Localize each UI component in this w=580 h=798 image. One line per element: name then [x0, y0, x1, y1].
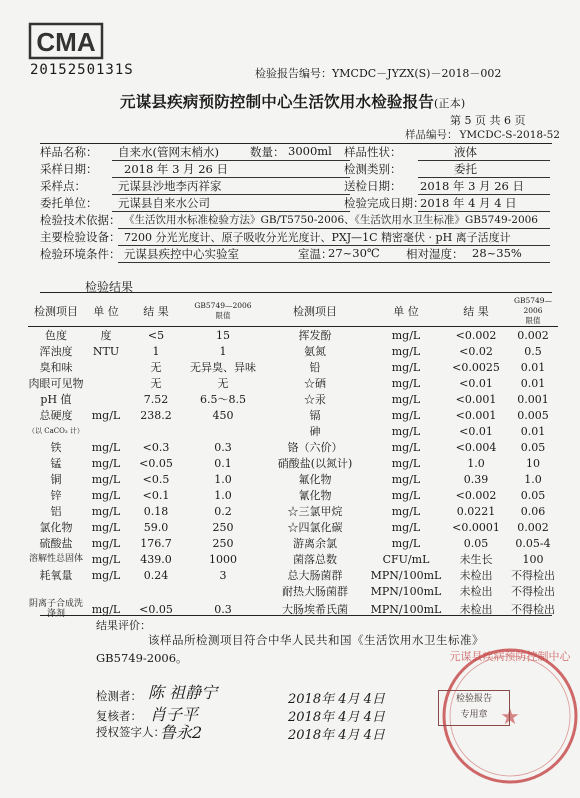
- sample-name-value: 自来水(管网末梢水): [118, 145, 219, 159]
- report-number-value: YMCDC－JYZX(S)－2018－002: [332, 67, 502, 80]
- cell-unit: [84, 375, 128, 391]
- stamp-line-1: 检验报告: [455, 694, 492, 704]
- cell-limit: 1000: [209, 552, 237, 566]
- table-row: [28, 567, 558, 583]
- cell-limit: 3: [219, 568, 227, 582]
- cell-item: 大肠埃希氏菌: [282, 603, 348, 616]
- cell-item: 氨氮: [304, 345, 326, 358]
- table-row: [28, 359, 558, 375]
- cell-item: 臭和味: [39, 361, 73, 374]
- cell-limit: 0.3: [214, 602, 232, 616]
- cell-unit: mg/L: [391, 376, 421, 390]
- tester-signature: 陈 祖静宁: [148, 683, 218, 702]
- cell-result: <0.01: [459, 376, 493, 390]
- cell-limit: 250: [212, 520, 234, 534]
- cell-limit: 1: [219, 344, 227, 358]
- col-result: 结 果: [143, 305, 169, 318]
- cell-unit: mg/L: [91, 456, 121, 470]
- cell-unit: mg/L: [91, 488, 121, 502]
- page-title: [120, 90, 465, 112]
- cell-result: 0.0221: [456, 504, 496, 518]
- table-row: [28, 423, 558, 439]
- quantity-label: 数量：: [250, 145, 285, 159]
- cell-unit: mg/L: [391, 440, 421, 454]
- divider: [40, 615, 552, 616]
- reviewer-date: 2018年 4月 4日: [288, 710, 385, 725]
- cell-item: 铅: [309, 361, 321, 374]
- basis-value: 《生活饮用水标准检验方法》GB/T5750-2006、《生活饮用水卫生标准》GB5749-2006: [124, 214, 538, 226]
- cell-limit: 6.5～8.5: [200, 393, 246, 406]
- results-title: 检验结果: [85, 280, 134, 294]
- sample-number-value: YMCDC-S-2018-52: [459, 129, 560, 141]
- cell-unit: mg/L: [391, 536, 421, 550]
- cell-item: pH 值: [40, 393, 72, 406]
- table-header: [28, 296, 558, 327]
- cell-result: <0.002: [455, 488, 497, 502]
- cell-result: 1.0: [467, 456, 485, 470]
- cell-item: ☆三氯甲烷: [287, 505, 343, 518]
- underline: [118, 247, 550, 263]
- report-number-label: 检验报告编号：: [255, 67, 332, 80]
- cell-unit: mg/L: [91, 472, 121, 486]
- cell-item: 镉: [309, 409, 321, 422]
- col-limit: GB5749—2006 限值: [194, 301, 252, 320]
- cell-item: [28, 583, 84, 599]
- cell-item: 锌: [50, 489, 62, 502]
- cell-item: （以 CaCO₃ 计）: [28, 427, 84, 435]
- cell-result: <0.01: [459, 424, 493, 438]
- cell-unit: mg/L: [391, 472, 421, 486]
- cell-limit: 0.05-4: [515, 536, 551, 550]
- sampling-site-value: 元谋县沙地李丙祥家: [118, 179, 222, 193]
- cell-result: 无: [150, 377, 162, 390]
- sample-property-label: 样品性状：: [344, 145, 402, 159]
- cma-logo: [28, 22, 104, 60]
- client-value: 元谋县自来水公司: [118, 196, 210, 210]
- table-row: [28, 391, 558, 407]
- cell-item: 菌落总数: [293, 553, 337, 566]
- cell-result: <5: [128, 327, 184, 344]
- cell-result: <0.001: [455, 408, 497, 422]
- humidity-value: 28~35%: [472, 246, 522, 260]
- cell-item: 色度: [28, 327, 84, 344]
- finish-date-value: 2018 年 4 月 4 日: [420, 196, 517, 210]
- cell-item: 耐热大肠菌群: [282, 585, 348, 598]
- col-limit-2: GB5749—2006 限值: [513, 296, 553, 325]
- cell-item: 挥发酚: [262, 327, 368, 344]
- table-row: [28, 375, 558, 391]
- cell-unit: mg/L: [91, 568, 121, 582]
- cell-item: 浑浊度: [39, 345, 73, 358]
- cell-limit: 100: [522, 552, 544, 566]
- cell-unit: 度: [84, 327, 128, 344]
- client-label: 委托单位：: [40, 196, 98, 210]
- cell-result: 未生长: [459, 553, 493, 566]
- cell-unit: mg/L: [91, 440, 121, 454]
- cell-unit: mg/L: [91, 552, 121, 566]
- results-table: [28, 296, 558, 619]
- cell-result: <0.0025: [452, 360, 500, 374]
- cell-unit: mg/L: [391, 504, 421, 518]
- cell-result: <0.001: [455, 392, 497, 406]
- quantity-value: 3000ml: [288, 144, 332, 158]
- cell-result: 0.24: [143, 568, 169, 582]
- cell-unit: mg/L: [391, 408, 421, 422]
- page-info: 第 5 页 共 6 页: [450, 114, 526, 127]
- cell-unit: [84, 583, 128, 599]
- table-row: [28, 503, 558, 519]
- cell-limit: 10: [526, 456, 540, 470]
- cell-item: 氰化物: [298, 489, 332, 502]
- cell-unit: MPN/100mL: [370, 602, 442, 616]
- cell-limit: 不得检出: [511, 603, 555, 616]
- equipment-label: 主要检验设备：: [40, 230, 121, 244]
- col-unit-2: 单 位: [393, 305, 419, 318]
- sample-number: [405, 127, 560, 142]
- underline: [112, 145, 350, 161]
- underline: [118, 213, 550, 229]
- cell-item: 砷: [309, 425, 321, 438]
- stamp-line-2: 专用章: [460, 710, 488, 720]
- approver-date: 2018年 4月 4日: [288, 728, 385, 743]
- cell-limit: [184, 423, 262, 439]
- underline: [118, 230, 550, 246]
- table-row: [28, 471, 558, 487]
- cell-limit: 0.05: [520, 488, 546, 502]
- sample-number-label: 样品编号：: [405, 129, 458, 141]
- cell-limit: 0.01: [520, 376, 546, 390]
- svg-text:★: ★: [500, 705, 520, 730]
- cell-unit: mg/L: [391, 360, 421, 374]
- evaluation-text: 该样品所检测项目符合中华人民共和国《生活饮用水卫生标准》: [148, 633, 484, 647]
- reviewer-label: 复核者：: [96, 709, 142, 723]
- cell-result: 未检出: [459, 569, 493, 582]
- cell-result: 未检出: [459, 603, 493, 616]
- cell-result: <0.5: [142, 472, 170, 486]
- cell-limit: 250: [212, 536, 234, 550]
- cell-limit: 0.06: [520, 504, 546, 518]
- cell-result: 176.7: [140, 536, 172, 550]
- report-number: [255, 65, 501, 81]
- tester-label: 检测者：: [96, 689, 142, 703]
- table-row: [28, 343, 558, 359]
- table-row: [28, 407, 558, 423]
- cell-unit: mg/L: [368, 327, 444, 344]
- cell-limit: 无: [217, 377, 229, 390]
- cell-item: 硫酸盐: [39, 537, 73, 550]
- underline: [112, 179, 350, 195]
- cell-unit: mg/L: [91, 602, 121, 616]
- title-text: 元谋县疾病预防控制中心生活饮用水检验报告: [120, 92, 435, 111]
- approver-signature: 鲁永2: [160, 723, 203, 742]
- cell-limit: 0.3: [214, 440, 232, 454]
- col-unit: 单 位: [93, 305, 119, 318]
- table-row: [28, 551, 558, 567]
- cell-unit: [84, 391, 128, 407]
- cell-limit: 0.001: [517, 392, 549, 406]
- cell-unit: mg/L: [391, 424, 421, 438]
- cma-logo-text: CMA: [36, 27, 96, 57]
- cell-limit: 0.005: [517, 408, 549, 422]
- submit-date-label: 送检日期：: [344, 179, 402, 193]
- cell-item: 铁: [50, 441, 62, 454]
- cell-unit: CFU/mL: [382, 552, 430, 566]
- sample-property-value: 液体: [454, 145, 477, 159]
- cell-result: 439.0: [140, 552, 172, 566]
- cell-result: 59.0: [143, 520, 169, 534]
- room-temp-value: 27~30℃: [328, 246, 380, 260]
- cell-item: ☆四氯化碳: [287, 521, 343, 534]
- cell-result: <0.004: [455, 440, 497, 454]
- underline: [418, 162, 550, 178]
- cell-result: [128, 583, 184, 599]
- inspection-type-label: 检测类别：: [344, 162, 402, 176]
- env-label: 检验环境条件：: [40, 247, 121, 261]
- cell-item: 铝: [50, 505, 62, 518]
- cell-limit: [184, 583, 262, 599]
- svg-text:元谋县疾病预防控制中心: 元谋县疾病预防控制中心: [449, 650, 571, 663]
- underline: [418, 145, 550, 161]
- cell-limit: 0.002: [508, 327, 558, 344]
- table-row: [28, 327, 558, 344]
- cell-unit: mg/L: [391, 344, 421, 358]
- cell-limit: 1.0: [524, 472, 542, 486]
- cell-item: 氯化物: [39, 521, 73, 534]
- table-row: [28, 599, 558, 619]
- table-row: [28, 487, 558, 503]
- sample-name-label: 样品名称：: [40, 145, 98, 159]
- cell-result: 7.52: [143, 392, 169, 406]
- evaluation-label: 结果评价：: [96, 619, 151, 632]
- tester-date: 2018年 4月 4日: [288, 692, 385, 707]
- cell-result: 未检出: [459, 585, 493, 598]
- cell-unit: mg/L: [391, 456, 421, 470]
- cell-item: 硝酸盐(以氮计): [277, 457, 353, 470]
- cell-item: 阴离子合成洗涤剂: [28, 599, 83, 619]
- humidity-label: 相对湿度：: [406, 247, 464, 261]
- sampling-site-label: 采样点：: [40, 179, 86, 193]
- table-row: [28, 519, 558, 535]
- cell-unit: mg/L: [91, 520, 121, 534]
- table-row: [28, 583, 558, 599]
- cell-result: <0.002: [444, 327, 508, 344]
- cell-result: <0.02: [459, 344, 493, 358]
- cell-item: 耗氧量: [39, 569, 73, 582]
- cell-unit: [84, 359, 128, 375]
- cell-unit: MPN/100mL: [370, 584, 442, 598]
- cell-result: <0.0001: [452, 520, 500, 534]
- equipment-value: 7200 分光光度计、原子吸收分光光度计、PXJ—1C 精密毫伏 · pH 离子活度计: [124, 231, 511, 244]
- cell-item: 总大肠菌群: [287, 569, 343, 582]
- cell-limit: 0.05: [520, 440, 546, 454]
- cell-result: 1: [152, 344, 160, 358]
- inspection-type-value: 委托: [454, 162, 477, 176]
- cell-limit: 0.01: [520, 424, 546, 438]
- cell-result: <0.3: [142, 440, 170, 454]
- underline: [418, 179, 550, 195]
- sampling-date-value: 2018 年 3 月 26 日: [124, 162, 228, 176]
- cell-unit: mg/L: [391, 392, 421, 406]
- col-item-2: 检测项目: [293, 305, 337, 318]
- cell-limit: 0.5: [524, 344, 542, 358]
- sampling-date-label: 采样日期：: [40, 162, 98, 176]
- cell-unit: NTU: [92, 344, 120, 358]
- cell-unit: mg/L: [91, 504, 121, 518]
- cell-limit: 1.0: [214, 472, 232, 486]
- divider: [40, 292, 552, 293]
- cell-limit: 1.0: [214, 488, 232, 502]
- finish-date-label: 检验完成日期：: [344, 196, 425, 210]
- cell-result: 238.2: [140, 408, 172, 422]
- cell-item: 铬（六价）: [287, 441, 343, 454]
- cell-item: 铜: [50, 473, 62, 486]
- cell-result: <0.05: [139, 602, 173, 616]
- cell-result: [128, 423, 184, 439]
- basis-label: 检验技术依据：: [40, 213, 121, 227]
- title-suffix: (正本): [434, 97, 466, 110]
- cell-limit: 450: [212, 408, 234, 422]
- cell-limit: 0.2: [214, 504, 232, 518]
- submit-date-value: 2018 年 3 月 26 日: [420, 179, 524, 193]
- cell-item: 锰: [50, 457, 62, 470]
- cell-limit: 15: [184, 327, 262, 344]
- cert-code: 2015250131S: [30, 62, 134, 78]
- underline: [112, 196, 350, 212]
- cell-item: ☆汞: [304, 393, 326, 406]
- room-temp-label: 室温：: [298, 247, 333, 261]
- table-row: [28, 439, 558, 455]
- underline: [112, 162, 350, 178]
- cell-result: <0.1: [142, 488, 170, 502]
- table-row: [28, 535, 558, 551]
- underline: [418, 196, 550, 212]
- cell-limit: 0.002: [517, 520, 549, 534]
- table-row: [28, 455, 558, 471]
- cell-unit: mg/L: [391, 520, 421, 534]
- cell-limit: 0.01: [520, 360, 546, 374]
- col-item: 检测项目: [34, 305, 78, 318]
- col-result-2: 结 果: [463, 305, 489, 318]
- cell-result: 无: [150, 361, 162, 374]
- cell-result: 0.05: [463, 536, 489, 550]
- cell-result: 0.18: [143, 504, 169, 518]
- evaluation-text-2: GB5749-2006。: [96, 651, 188, 665]
- env-place: 元谋县疾控中心实验室: [124, 247, 239, 261]
- cell-unit: MPN/100mL: [370, 568, 442, 582]
- cell-item: 溶解性总固体: [28, 554, 83, 564]
- report-stamp: [438, 690, 510, 726]
- cell-result: 0.39: [463, 472, 489, 486]
- cell-result: <0.05: [139, 456, 173, 470]
- cell-limit: 0.1: [214, 456, 232, 470]
- cell-unit: mg/L: [91, 408, 121, 422]
- cell-item: 肉眼可见物: [28, 377, 84, 390]
- cell-limit: 不得检出: [511, 585, 555, 598]
- cell-unit: [84, 423, 128, 439]
- reviewer-signature: 肖子平: [150, 705, 199, 724]
- cell-limit: 不得检出: [511, 569, 555, 582]
- cell-item: ☆硒: [304, 377, 326, 390]
- cell-unit: mg/L: [391, 488, 421, 502]
- cell-item: 游离余氯: [293, 537, 337, 550]
- approver-label: 授权签字人：: [96, 725, 165, 739]
- cell-item: 总硬度: [39, 409, 73, 422]
- cell-unit: mg/L: [91, 536, 121, 550]
- cell-limit: 无异臭、异味: [190, 361, 256, 374]
- cell-item: 氟化物: [298, 473, 332, 486]
